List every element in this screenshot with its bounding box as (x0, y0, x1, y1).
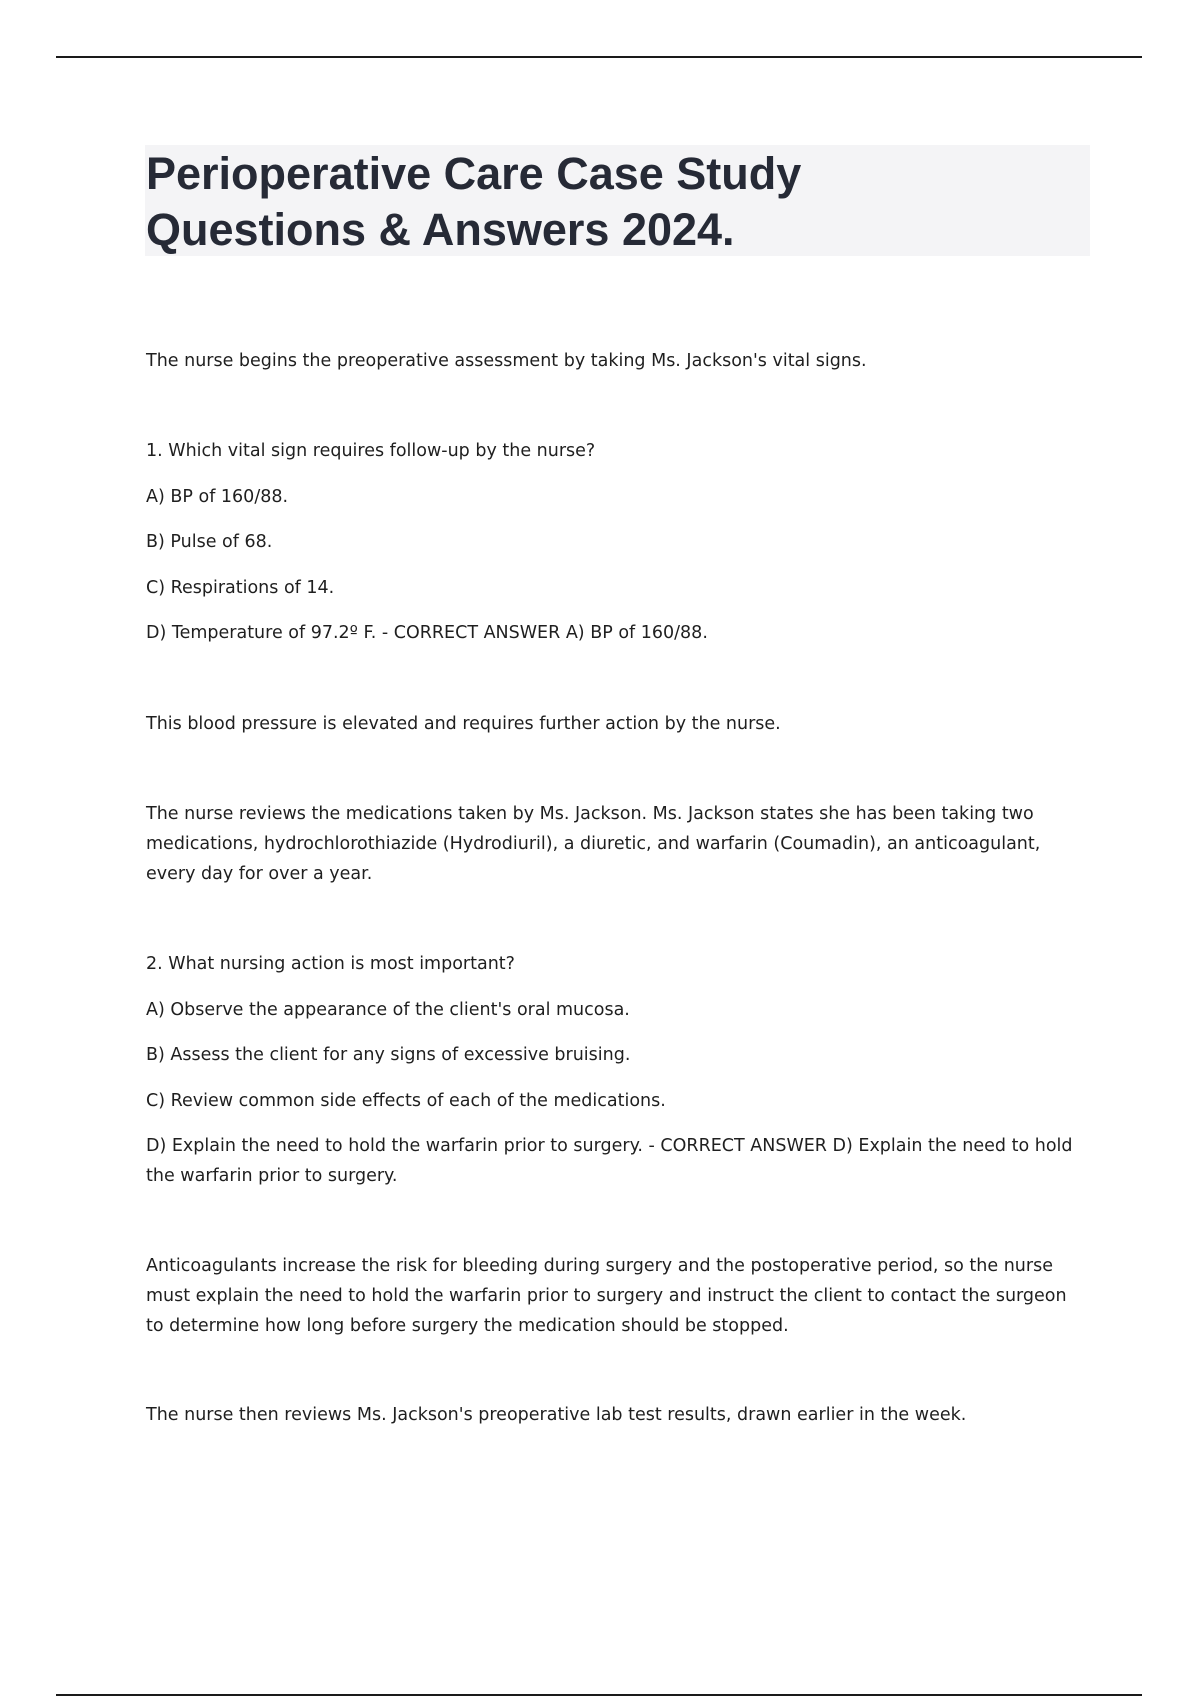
q1-rationale: This blood pressure is elevated and requires further action by the nurse. (146, 714, 781, 734)
q2-option-d-answer: D) Explain the need to hold the warfarin prior to surgery. - CORRECT ANSWER D) Explain the need to hold the warfarin prior to surgery. (146, 1136, 1073, 1186)
top-rule (56, 56, 1142, 58)
question-2: 2. What nursing action is most important? (146, 954, 515, 974)
intro-paragraph: The nurse begins the preoperative assessment by taking Ms. Jackson's vital signs. (146, 351, 867, 371)
q2-option-b: B) Assess the client for any signs of excessive bruising. (146, 1045, 631, 1065)
q2-option-a: A) Observe the appearance of the client's oral mucosa. (146, 1000, 630, 1020)
lab-results-paragraph: The nurse then reviews Ms. Jackson's preoperative lab test results, drawn earlier in the week. (146, 1405, 967, 1425)
q2-rationale: Anticoagulants increase the risk for bleeding during surgery and the postoperative period, so the nurse must explain the need to hold the warfarin prior to surgery and instruct the client to contact the surgeon to determine how long before surgery the medication should be stopped. (146, 1256, 1067, 1336)
bottom-rule (56, 1694, 1142, 1696)
q1-option-b: B) Pulse of 68. (146, 532, 273, 552)
medications-paragraph: The nurse reviews the medications taken by Ms. Jackson. Ms. Jackson states she has been taking two medications, hydrochlorothiazide (Hydrodiuril), a diuretic, and warfarin (Coumadin), an anticoagulant, every day for over a year. (146, 804, 1041, 884)
title-line-2: Questions & Answers 2024. (146, 204, 735, 255)
question-1: 1. Which vital sign requires follow-up by the nurse? (146, 441, 596, 461)
q1-option-a: A) BP of 160/88. (146, 487, 289, 507)
page-title (146, 146, 1046, 258)
q1-option-c: C) Respirations of 14. (146, 578, 335, 598)
title-line-1: Perioperative Care Case Study (146, 148, 802, 199)
q1-option-d-answer: D) Temperature of 97.2º F. - CORRECT ANSWER A) BP of 160/88. (146, 623, 708, 643)
q2-option-c: C) Review common side effects of each of the medications. (146, 1091, 666, 1111)
